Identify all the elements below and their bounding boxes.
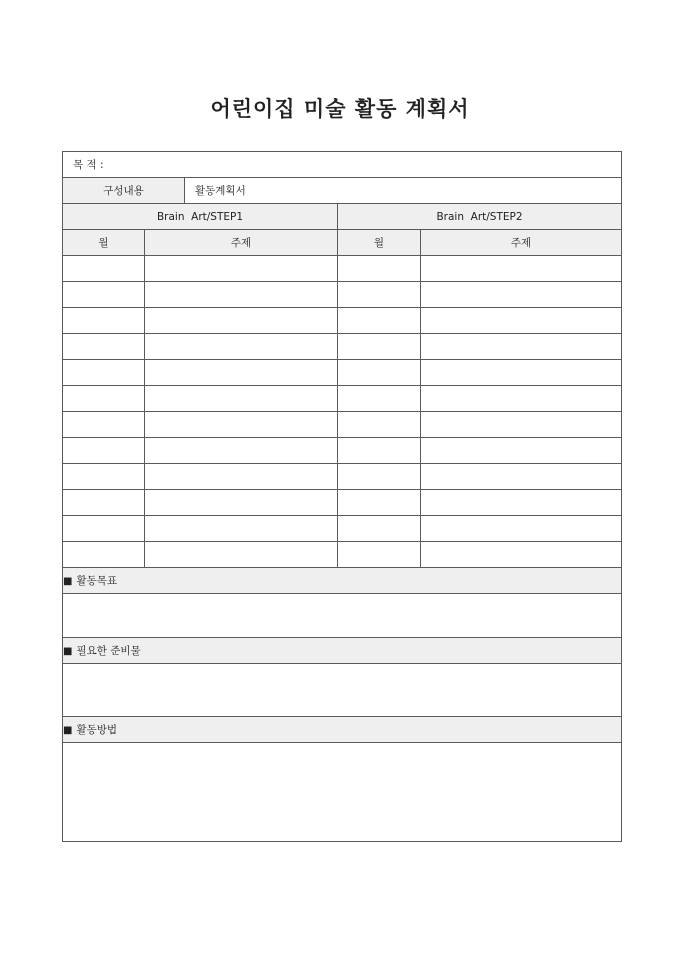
step2-month-cell[interactable] — [338, 334, 421, 360]
step2-month-cell[interactable] — [338, 490, 421, 516]
document-title: 어린이집 미술 활동 계획서 — [210, 97, 470, 121]
plan-row — [63, 542, 622, 568]
goal-input-area[interactable] — [63, 594, 622, 638]
step1-topic-cell[interactable] — [145, 256, 338, 282]
step2-topic-cell[interactable] — [421, 542, 622, 568]
step2-month-cell[interactable] — [338, 438, 421, 464]
step2-month-cell[interactable] — [338, 464, 421, 490]
step2-topic-cell[interactable] — [421, 516, 622, 542]
section-materials-body — [63, 664, 622, 717]
section-goal-body — [63, 594, 622, 638]
plan-row — [63, 412, 622, 438]
step2-month-cell[interactable] — [338, 516, 421, 542]
step1-month-cell[interactable] — [63, 412, 145, 438]
step1-topic-cell[interactable] — [145, 334, 338, 360]
square-bullet-icon: ■ — [63, 725, 73, 736]
section-goal-header — [63, 568, 622, 594]
step2-month-cell[interactable] — [338, 256, 421, 282]
plan-row — [63, 438, 622, 464]
step1-topic-cell[interactable] — [145, 490, 338, 516]
method-input-area[interactable] — [63, 743, 622, 842]
step1-month-cell[interactable] — [63, 360, 145, 386]
step2-topic-cell[interactable] — [421, 256, 622, 282]
section-method-label: 활동방법 — [76, 724, 118, 736]
step2-month-cell[interactable] — [338, 308, 421, 334]
step1-month-cell[interactable] — [63, 464, 145, 490]
step1-month-cell[interactable] — [63, 386, 145, 412]
step1-month-cell[interactable] — [63, 438, 145, 464]
step1-month-cell[interactable] — [63, 334, 145, 360]
step1-topic-cell[interactable] — [145, 464, 338, 490]
composition-label: 구성내용 — [63, 178, 185, 204]
step1-header: Brain Art/STEP1 — [63, 204, 338, 230]
step2-month-cell[interactable] — [338, 386, 421, 412]
step1-month-cell[interactable] — [63, 516, 145, 542]
step1-month-header: 월 — [63, 230, 145, 256]
section-method-header — [63, 717, 622, 743]
step2-topic-cell[interactable] — [421, 386, 622, 412]
step2-topic-cell[interactable] — [421, 412, 622, 438]
step2-topic-cell[interactable] — [421, 360, 622, 386]
square-bullet-icon: ■ — [63, 646, 73, 657]
step1-month-cell[interactable] — [63, 308, 145, 334]
section-materials-header — [63, 638, 622, 664]
step2-topic-cell[interactable] — [421, 438, 622, 464]
materials-input-area[interactable] — [63, 664, 622, 717]
composition-row — [63, 178, 622, 204]
step1-month-cell[interactable] — [63, 490, 145, 516]
step2-topic-header: 주제 — [421, 230, 622, 256]
step1-month-cell[interactable] — [63, 542, 145, 568]
step1-topic-cell[interactable] — [145, 360, 338, 386]
step1-topic-cell[interactable] — [145, 282, 338, 308]
step1-topic-header: 주제 — [145, 230, 338, 256]
composition-value: 활동계획서 — [185, 178, 622, 204]
step2-month-cell[interactable] — [338, 282, 421, 308]
plan-row — [63, 386, 622, 412]
step2-topic-cell[interactable] — [421, 334, 622, 360]
step1-month-cell[interactable] — [63, 282, 145, 308]
step2-topic-cell[interactable] — [421, 282, 622, 308]
step1-topic-cell[interactable] — [145, 542, 338, 568]
step2-month-cell[interactable] — [338, 412, 421, 438]
step1-month-cell[interactable] — [63, 256, 145, 282]
step2-month-header: 월 — [338, 230, 421, 256]
plan-row — [63, 464, 622, 490]
step1-topic-cell[interactable] — [145, 308, 338, 334]
step2-topic-cell[interactable] — [421, 308, 622, 334]
step2-topic-cell[interactable] — [421, 464, 622, 490]
step1-topic-cell[interactable] — [145, 412, 338, 438]
plan-row — [63, 282, 622, 308]
section-method-body — [63, 743, 622, 842]
purpose-label: 목 적 : — [63, 152, 622, 178]
purpose-row — [63, 152, 622, 178]
step1-topic-cell[interactable] — [145, 516, 338, 542]
section-materials-label: 필요한 준비물 — [76, 645, 141, 657]
square-bullet-icon: ■ — [63, 576, 73, 587]
step2-topic-cell[interactable] — [421, 490, 622, 516]
plan-row — [63, 308, 622, 334]
step2-header: Brain Art/STEP2 — [338, 204, 622, 230]
plan-row — [63, 360, 622, 386]
step1-topic-cell[interactable] — [145, 386, 338, 412]
plan-row — [63, 516, 622, 542]
step-header-row — [63, 204, 622, 230]
step2-month-cell[interactable] — [338, 542, 421, 568]
plan-row — [63, 490, 622, 516]
plan-form-table — [62, 151, 622, 842]
step2-month-cell[interactable] — [338, 360, 421, 386]
plan-row — [63, 256, 622, 282]
plan-row — [63, 334, 622, 360]
column-header-row — [63, 230, 622, 256]
step1-topic-cell[interactable] — [145, 438, 338, 464]
section-goal-label: 활동목표 — [76, 575, 118, 587]
